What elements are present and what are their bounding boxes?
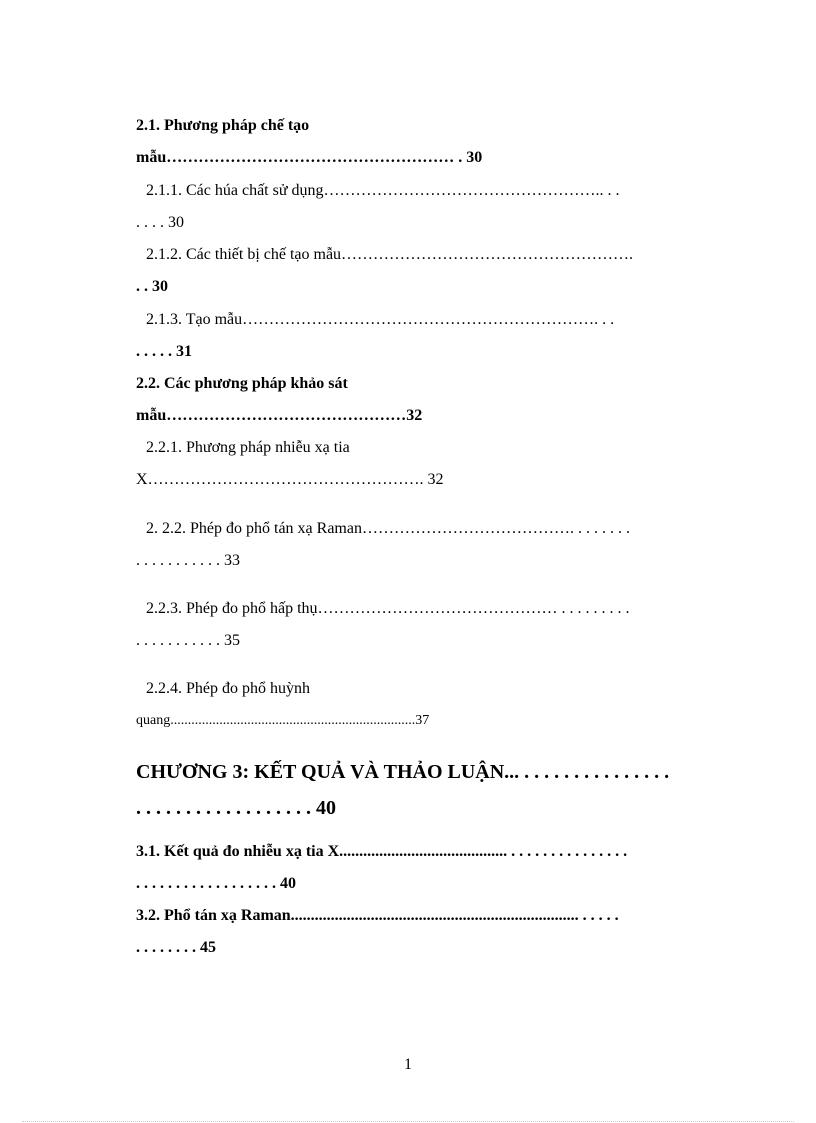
toc-entry-2-1-1-page: . . . . 30: [136, 214, 184, 231]
toc-entry-2-2-1-page: X……………………………………………. 32: [136, 471, 444, 488]
toc-entry-3-1-title: 3.1. Kết quả đo nhiễu xạ tia X.......................................... . . . . . . . . . . . . . . .: [136, 843, 628, 860]
toc-entry-2-1-1-title: 2.1.1. Các húa chất sử dụng…………………………………………….. . .: [146, 182, 620, 199]
toc-entry-2-1-2-title: 2.1.2. Các thiết bị chế tạo mẫu……………………………………………….: [146, 246, 634, 263]
toc-entry-2-1-page: mẫu……………………………………………… . 30: [136, 149, 483, 166]
toc-entry-3-2-title: 3.2. Phổ tán xạ Raman........................................................................ . . . . .: [136, 907, 619, 924]
toc-entry-2-2-3-title: 2.2.3. Phép đo phổ hấp thụ……………………………………… . . . . . . . . .: [146, 600, 630, 617]
toc-entry-2-1-2-page: . . 30: [136, 278, 168, 295]
toc-entry-3-2-page: . . . . . . . . 45: [136, 939, 216, 956]
toc-entry-2-1-title: 2.1. Phương pháp chế tạo: [136, 117, 310, 134]
toc-chapter-3-title: CHƯƠNG 3: KẾT QUẢ VÀ THẢO LUẬN... . . . . . . . . . . . . . . .: [136, 761, 670, 783]
toc-chapter-3-page: . . . . . . . . . . . . . . . . . . 40: [136, 797, 336, 819]
toc-entry-2-2-1-title: 2.2.1. Phương pháp nhiễu xạ tia: [146, 439, 350, 456]
toc-entry-2-2-page: mẫu………………………………………32: [136, 407, 423, 424]
toc-entry-2-2-2-title: 2. 2.2. Phép đo phổ tán xạ Raman…………………………………. . . . . . . .: [146, 520, 630, 537]
page-bottom-divider: [22, 1121, 794, 1122]
toc-entry-3-1-page: . . . . . . . . . . . . . . . . . . 40: [136, 875, 296, 892]
toc-entry-2-1-3-page: . . . . . 31: [136, 343, 192, 360]
toc-entry-2-2-title: 2.2. Các phương pháp khảo sát: [136, 375, 348, 392]
page-number: 1: [404, 1056, 412, 1073]
toc-entry-2-2-4-title: 2.2.4. Phép đo phổ huỳnh: [146, 680, 310, 697]
toc-entry-2-2-4-page: quang......................................................................37: [136, 713, 430, 728]
toc-entry-2-2-3-page: . . . . . . . . . . . 35: [136, 632, 240, 649]
toc-entry-2-1-3-title: 2.1.3. Tạo mẫu…………………………………………………………. . .: [146, 311, 615, 328]
toc-entry-2-2-2-page: . . . . . . . . . . . 33: [136, 552, 240, 569]
